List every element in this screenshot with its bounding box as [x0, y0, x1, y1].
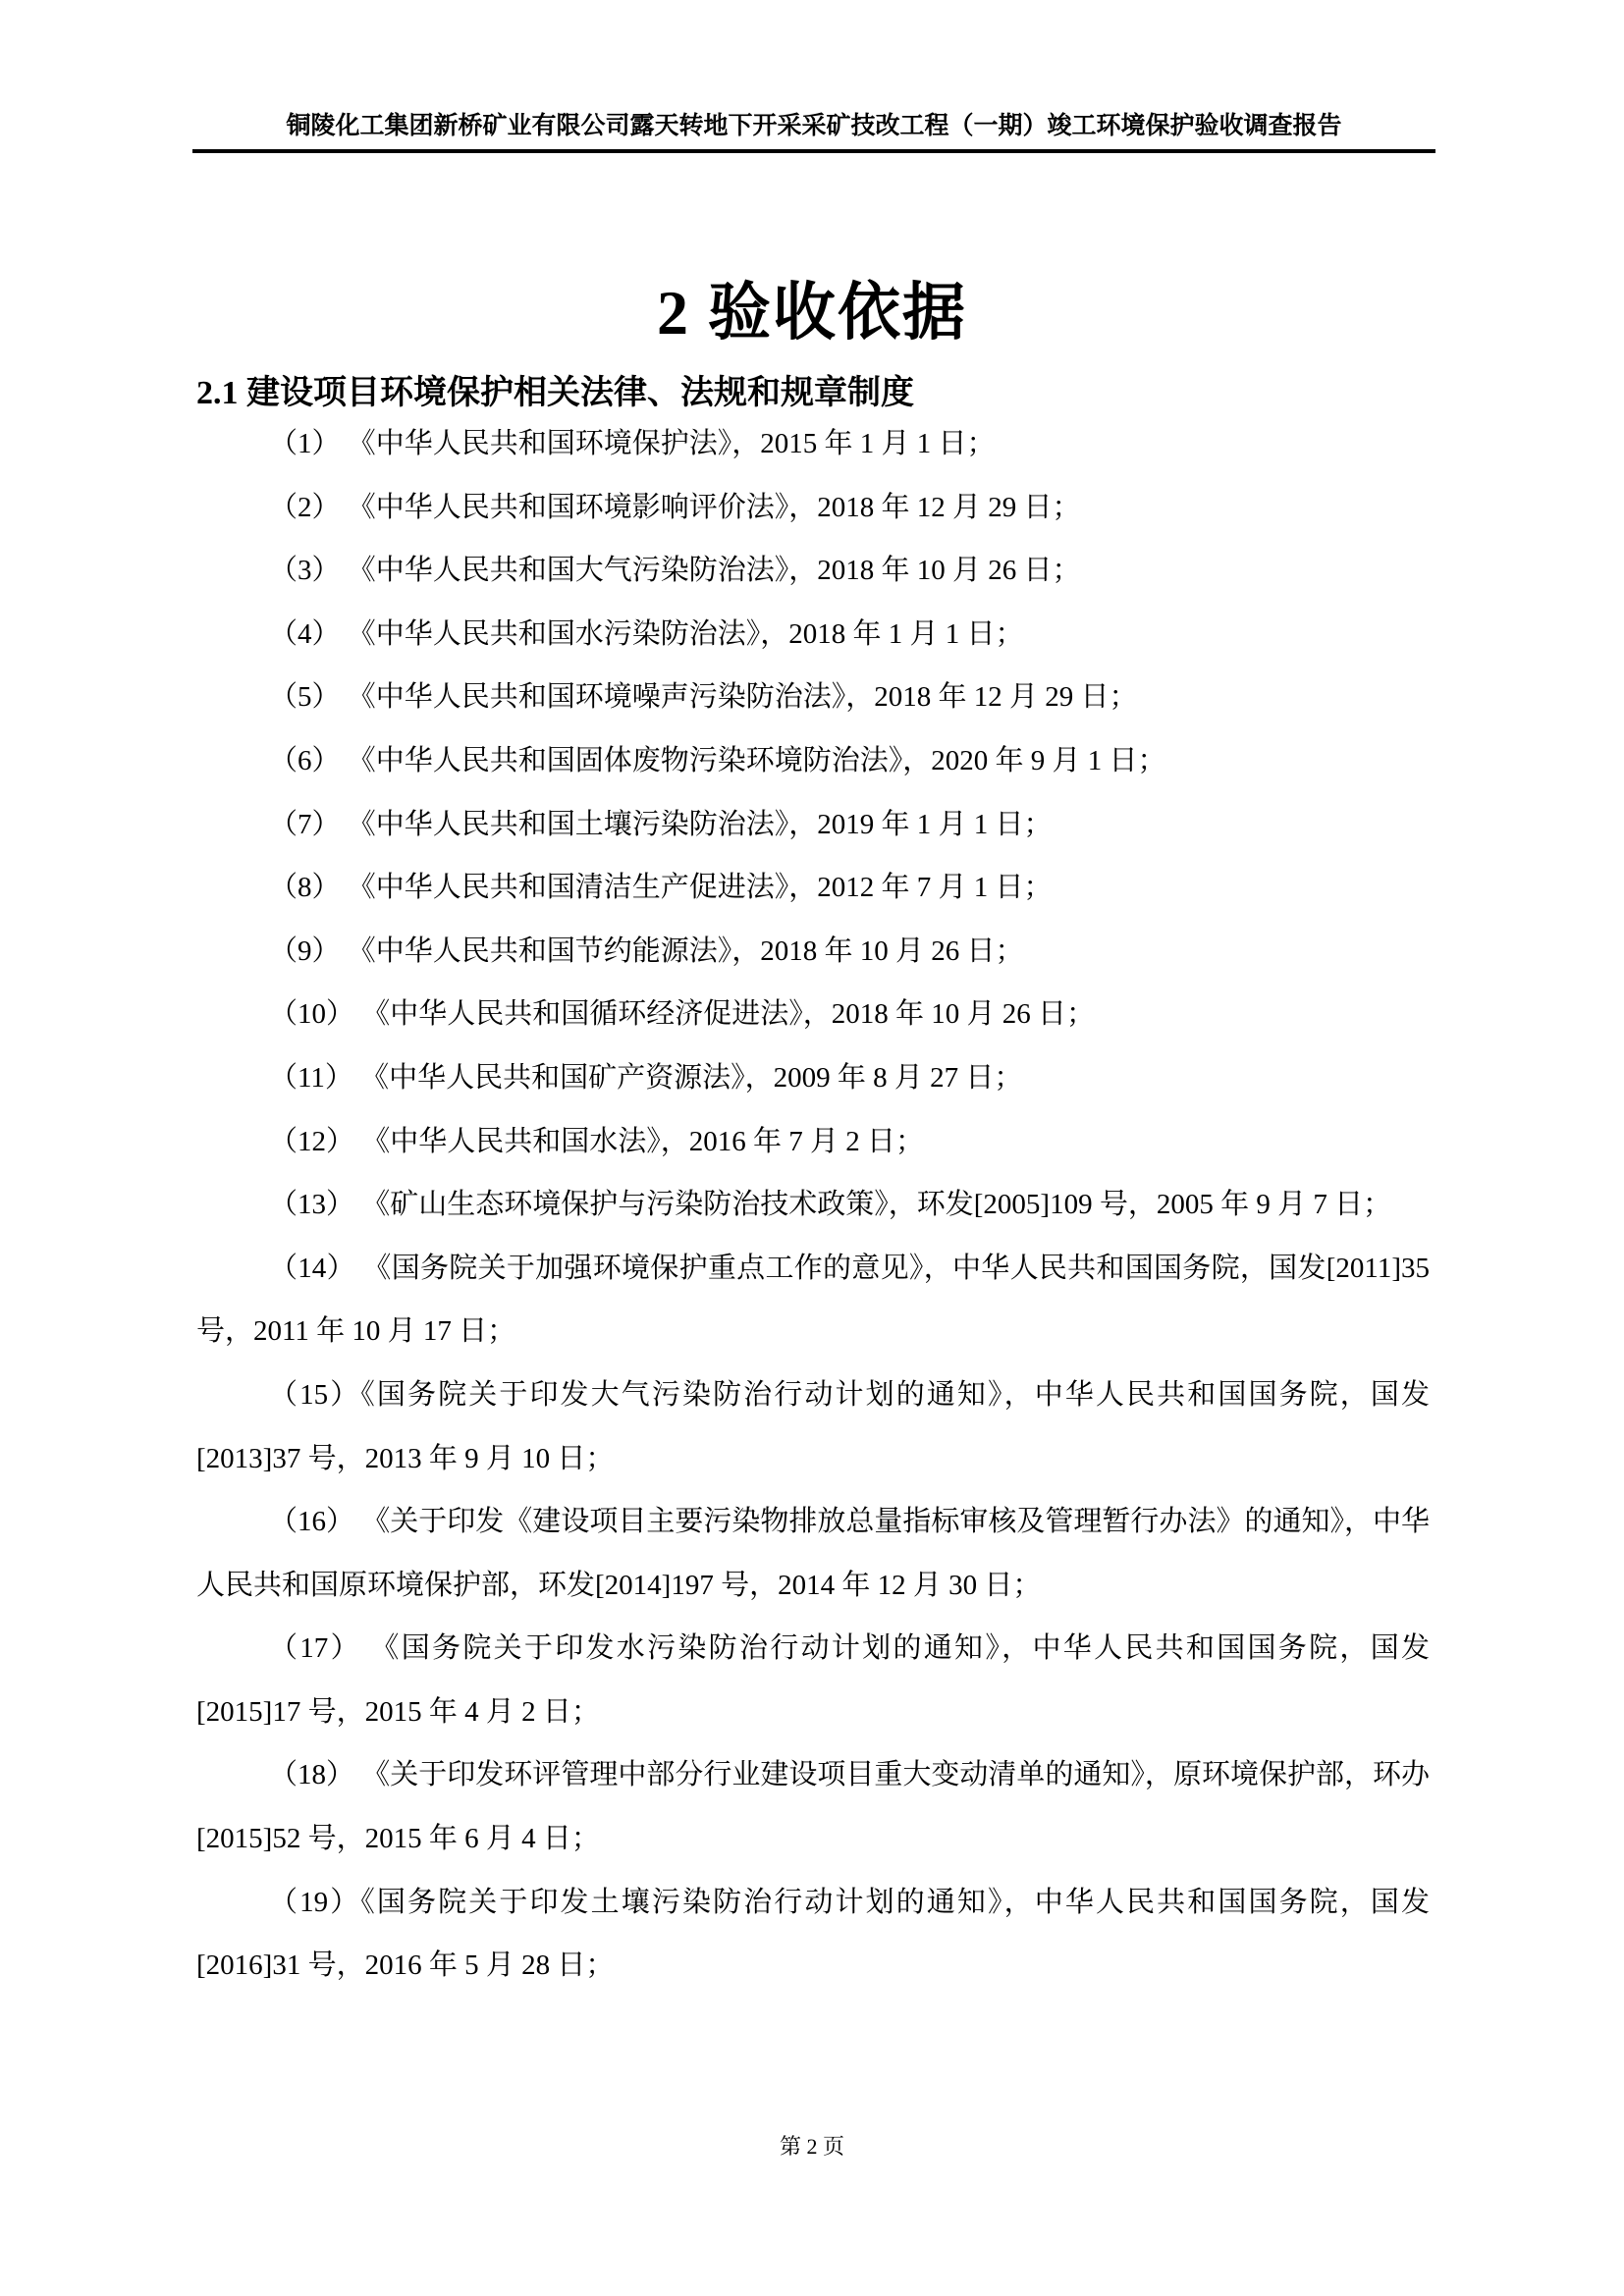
legal-item: （19）《国务院关于印发土壤污染防治行动计划的通知》，中华人民共和国国务院，国发[2016]31 号，2016 年 5 月 28 日； [196, 1886, 1430, 1982]
legal-items-list [196, 412, 1430, 1998]
legal-item: （6） 《中华人民共和国固体废物污染环境防治法》，2020 年 9 月 1 日； [269, 744, 1166, 776]
page-title: 2 验收依据 [657, 277, 967, 347]
header-rule [192, 149, 1435, 153]
legal-item: （17） 《国务院关于印发水污染防治行动计划的通知》，中华人民共和国国务院，国发[2015]17 号，2015 年 4 月 2 日； [196, 1632, 1430, 1728]
legal-item: （9） 《中华人民共和国节约能源法》，2018 年 10 月 26 日； [269, 934, 1024, 967]
legal-item: （3） 《中华人民共和国大气污染防治法》，2018 年 10 月 26 日； [269, 555, 1081, 587]
running-header: 铜陵化工集团新桥矿业有限公司露天转地下开采采矿技改工程（一期）竣工环境保护验收调查报告 [286, 113, 1342, 139]
legal-item: （7） 《中华人民共和国土壤污染防治法》，2019 年 1 月 1 日； [269, 808, 1053, 840]
legal-item: （14） 《国务院关于加强环境保护重点工作的意见》，中华人民共和国国务院，国发[2011]35 号，2011 年 10 月 17 日； [196, 1252, 1430, 1348]
legal-item: （16） 《关于印发《建设项目主要污染物排放总量指标审核及管理暂行办法》的通知》，中华人民共和国原环境保护部，环发[2014]197 号，2014 年 12 月 30 日； [196, 1506, 1430, 1601]
legal-item: （4） 《中华人民共和国水污染防治法》，2018 年 1 月 1 日； [269, 617, 1024, 650]
legal-item: （8） 《中华人民共和国清洁生产促进法》，2012 年 7 月 1 日； [269, 872, 1053, 904]
legal-item: （13） 《矿山生态环境保护与污染防治技术政策》，环发[2005]109 号，2005 年 9 月 7 日； [269, 1189, 1392, 1221]
legal-item: （5） 《中华人民共和国环境噪声污染防治法》，2018 年 12 月 29 日； [269, 681, 1138, 714]
legal-item: （10） 《中华人民共和国循环经济促进法》，2018 年 10 月 26 日； [269, 998, 1096, 1031]
legal-item: （15）《国务院关于印发大气污染防治行动计划的通知》，中华人民共和国国务院，国发[2013]37 号，2013 年 9 月 10 日； [196, 1378, 1430, 1474]
legal-item: （12） 《中华人民共和国水法》，2016 年 7 月 2 日； [269, 1125, 925, 1157]
footer-page-number: 第 2 页 [779, 2134, 844, 2159]
section-heading: 2.1 建设项目环境保护相关法律、法规和规章制度 [196, 375, 914, 412]
legal-item: （11） 《中华人民共和国矿产资源法》，2009 年 8 月 27 日； [269, 1061, 1023, 1094]
legal-item: （1） 《中华人民共和国环境保护法》，2015 年 1 月 1 日； [269, 428, 996, 459]
legal-item: （18） 《关于印发环评管理中部分行业建设项目重大变动清单的通知》，原环境保护部，环办[2015]52 号，2015 年 6 月 4 日； [196, 1759, 1430, 1855]
legal-item: （2） 《中华人民共和国环境影响评价法》，2018 年 12 月 29 日； [269, 491, 1081, 523]
